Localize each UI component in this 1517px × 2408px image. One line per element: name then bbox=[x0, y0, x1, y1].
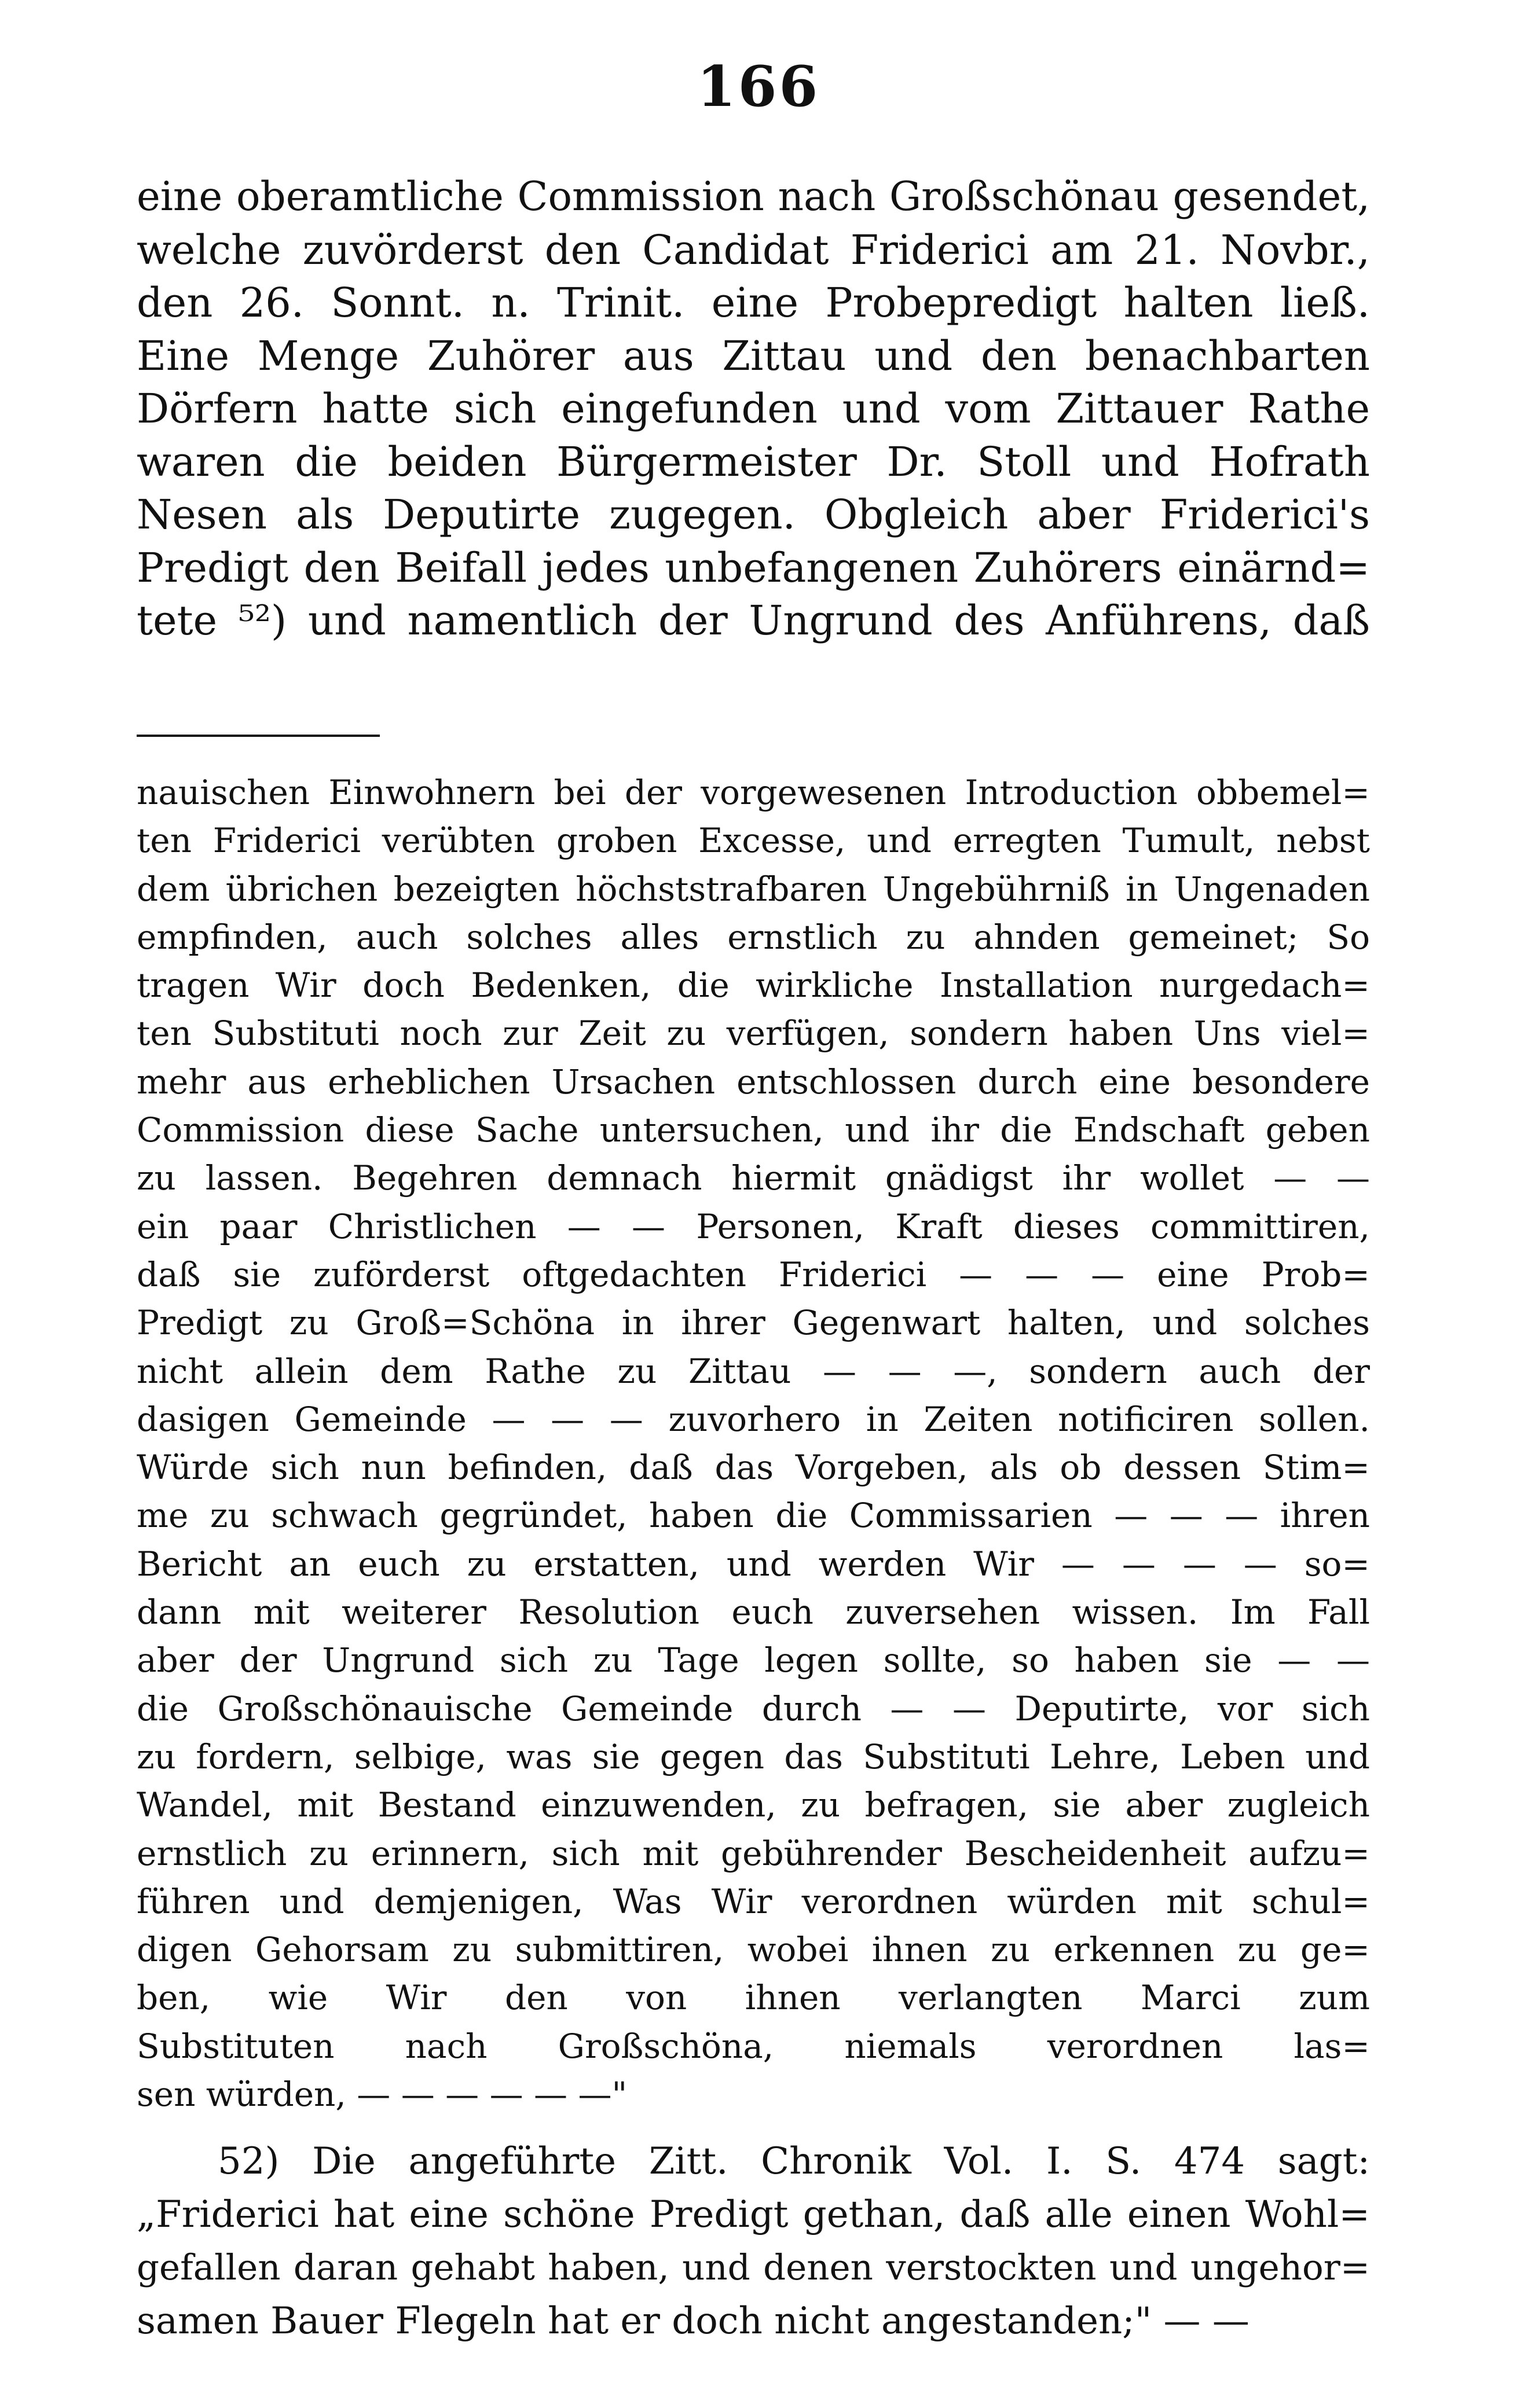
note-line: dem übrichen bezeigten höchststrafbaren Ungebührniß in Ungenaden bbox=[137, 869, 1370, 909]
note-line: empfinden, auch solches alles ernstlich zu ahnden gemeinet; So bbox=[137, 917, 1370, 957]
main-text bbox=[137, 171, 1370, 648]
note-line: daß sie zuförderst oftgedachten Friderici — — — eine Prob= bbox=[137, 1254, 1370, 1294]
note-line: ten Substituti noch zur Zeit zu verfügen, sondern haben Uns viel= bbox=[137, 1014, 1370, 1054]
main-text-line: Eine Menge Zuhörer aus Zittau und den benachbarten bbox=[137, 332, 1370, 380]
note-line: Commission diese Sache untersuchen, und ihr die Endschaft geben bbox=[137, 1110, 1370, 1150]
note-line: nicht allein dem Rathe zu Zittau — — —, sondern auch der bbox=[137, 1351, 1370, 1391]
note-line: ten Friderici verübten groben Excesse, und erregten Tumult, nebst bbox=[137, 821, 1370, 861]
footnote-line: gefallen daran gehabt haben, und denen verstockten und ungehor= bbox=[137, 2247, 1370, 2288]
footnote-52 bbox=[137, 2135, 1370, 2348]
note-line: digen Gehorsam zu submittiren, wobei ihnen zu erkennen zu ge= bbox=[137, 1930, 1370, 1970]
note-line: nauischen Einwohnern bei der vorgewesenen Introduction obbemel= bbox=[137, 773, 1370, 812]
note-line: ben, wie Wir den von ihnen verlangten Marci zum bbox=[137, 1978, 1370, 2018]
main-text-line: Dörfern hatte sich eingefunden und vom Zittauer Rathe bbox=[137, 385, 1370, 432]
main-text-line: waren die beiden Bürgermeister Dr. Stoll und Hofrath bbox=[137, 438, 1370, 486]
note-line: ernstlich zu erinnern, sich mit gebührender Bescheidenheit aufzu= bbox=[137, 1833, 1370, 1873]
note-line: ein paar Christlichen — — Personen, Kraft dieses committiren, bbox=[137, 1206, 1370, 1246]
note-line: dann mit weiterer Resolution euch zuversehen wissen. Im Fall bbox=[137, 1592, 1370, 1632]
main-text-line: Nesen als Deputirte zugegen. Obgleich aber Friderici's bbox=[137, 491, 1370, 538]
footnote-divider bbox=[137, 735, 380, 737]
note-line: tragen Wir doch Bedenken, die wirkliche Installation nurgedach= bbox=[137, 966, 1370, 1005]
note-line: Bericht an euch zu erstatten, und werden Wir — — — — so= bbox=[137, 1544, 1370, 1584]
note-line: me zu schwach gegründet, haben die Commissarien — — — ihren bbox=[137, 1496, 1370, 1536]
note-line: Predigt zu Groß=Schöna in ihrer Gegenwart halten, und solches bbox=[137, 1303, 1370, 1343]
footnote-line: „Friderici hat eine schöne Predigt gethan, daß alle einen Wohl= bbox=[137, 2193, 1370, 2236]
note-line: aber der Ungrund sich zu Tage legen sollte, so haben sie — — bbox=[137, 1640, 1370, 1680]
note-line: Substituten nach Großschöna, niemals verordnen las= bbox=[137, 2026, 1370, 2066]
footnote-line: 52) Die angeführte Zitt. Chronik Vol. I. S. 474 sagt: bbox=[218, 2140, 1370, 2183]
main-text-line: tete ⁵²) und namentlich der Ungrund des Anführens, daß bbox=[137, 597, 1370, 644]
note-line: führen und demjenigen, Was Wir verordnen würden mit schul= bbox=[137, 1881, 1370, 1921]
note-line: dasigen Gemeinde — — — zuvorhero in Zeiten notificiren sollen. bbox=[137, 1399, 1370, 1439]
note-line: mehr aus erheblichen Ursachen entschlossen durch eine besondere bbox=[137, 1062, 1370, 1102]
note-line: Würde sich nun befinden, daß das Vorgeben, als ob dessen Stim= bbox=[137, 1448, 1370, 1488]
note-line: zu fordern, selbige, was sie gegen das Substituti Lehre, Leben und bbox=[137, 1737, 1370, 1776]
main-text-line: welche zuvörderst den Candidat Friderici am 21. Novbr., bbox=[137, 226, 1370, 274]
note-line: Wandel, mit Bestand einzuwenden, zu befragen, sie aber zugleich bbox=[137, 1785, 1370, 1825]
main-text-line: den 26. Sonnt. n. Trinit. eine Probepredigt halten ließ. bbox=[137, 279, 1370, 326]
footnote-line: samen Bauer Flegeln hat er doch nicht angestanden;" — — bbox=[137, 2300, 1249, 2343]
note-line: zu lassen. Begehren demnach hiermit gnädigst ihr wollet — — bbox=[137, 1158, 1370, 1198]
main-text-line: Predigt den Beifall jedes unbefangenen Zuhörers einärnd= bbox=[137, 544, 1370, 592]
page-number: 166 bbox=[697, 54, 820, 119]
main-text-line: eine oberamtliche Commission nach Großschönau gesendet, bbox=[137, 174, 1370, 220]
note-line: sen würden, — — — — — —" bbox=[137, 2075, 628, 2115]
note-line: die Großschönauische Gemeinde durch — — Deputirte, vor sich bbox=[137, 1688, 1370, 1728]
quoted-decree-note bbox=[137, 769, 1370, 2119]
